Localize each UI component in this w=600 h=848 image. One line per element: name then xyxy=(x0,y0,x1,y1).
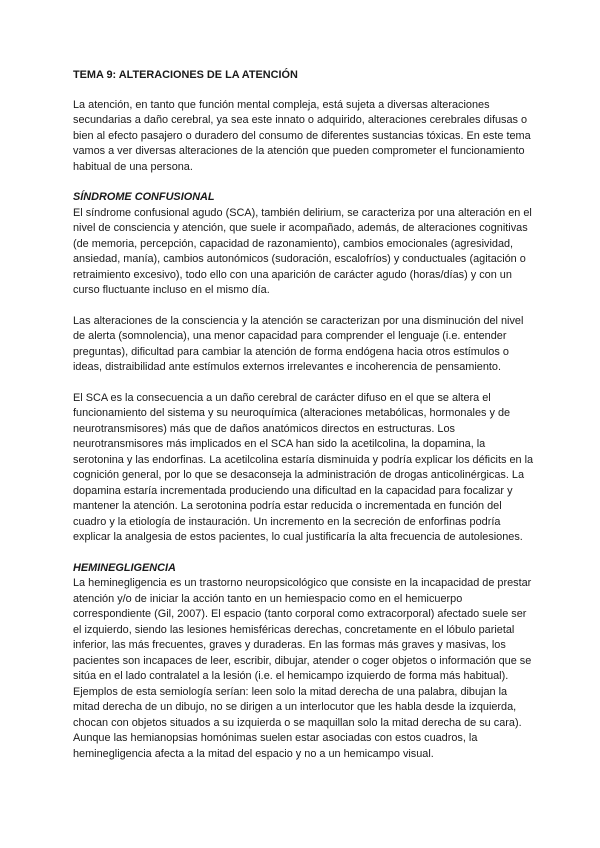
intro-paragraph: La atención, en tanto que función mental compleja, está sujeta a diversas alteraciones secundarias a daño cerebral, ya sea este innato o adquirido, alteraciones cerebrales difusas o bien al efecto pasajero o duradero del consumo de diferentes sustancias tóxicas. En este tema vamos a ver diversas alteraciones de la atención que pueden comprometer el funcionamiento habitual de una persona. xyxy=(73,98,531,173)
section-heading-heminegligencia: HEMINEGLIGENCIA xyxy=(73,561,176,574)
sindrome-paragraph-2: Las alteraciones de la consciencia y la atención se caracterizan por una disminución del nivel de alerta (somnolencia), una menor capacidad para comprender el lenguaje (i.e. entender preguntas), dificultad para cambiar la atención de forma endógena hacia otros estímulos o ideas, distraibilidad ante estímulos externos irrelevantes e incoherencia de pensamiento. xyxy=(73,314,524,373)
section-heading-sindrome-confusional: SÍNDROME CONFUSIONAL xyxy=(73,191,215,203)
sindrome-paragraph-1: El síndrome confusional agudo (SCA), también delirium, se caracteriza por una alteración en el nivel de consciencia y atención, que suele ir acompañado, además, de alteraciones cognitivas (de memoria, percepción, capacidad de razonamiento), cambios emocionales (agresividad, ansiedad, manía), cambios autonómicos (sudoración, escalofríos) y conductuales (agitación o retraimiento excesivo), todo ello con una aparición de carácter agudo (horas/días) y con un curso fluctuante incluso en el mismo día. xyxy=(73,206,532,296)
document-title: TEMA 9: ALTERACIONES DE LA ATENCIÓN xyxy=(73,69,298,81)
sindrome-paragraph-3: El SCA es la consecuencia a un daño cerebral de carácter difuso en el que se altera el funcionamiento del sistema y su neuroquímica (alteraciones metabólicas, hormonales y de neurotransmisores) más que de daños anatómicos directos en estructuras. Los neurotransmisores más implicados en el SCA han sido la acetilcolina, la dopamina, la serotonina y las endorfinas. La acetilcolina estaría disminuida y podría explicar los déficits en la cognición general, por lo que se desaconseja la administración de drogas anticolinérgicas. La dopamina estaría incrementada produciendo una dificultad en la capacidad para focalizar y mantener la atención. La serotonina podría estar reducida o incrementada en función del cuadro y la etiología de instauración. Un incremento en la secreción de enforfinas podría explicar la analgesia de estos pacientes, lo cual justificaría la alta frecuencia de autolesiones. xyxy=(73,391,534,543)
heminegligencia-paragraph-1: La heminegligencia es un trastorno neuropsicológico que consiste en la incapacidad de prestar atención y/o de iniciar la acción tanto en un hemiespacio como en el hemicuerpo correspondiente (Gil, 2007). El espacio (tanto corporal como extracorporal) afectado suele ser el izquierdo, siendo las lesiones hemisféricas derechas, concretamente en el lóbulo parietal inferior, las más frecuentes, graves y duraderas. En las formas más graves y masivas, los pacientes son incapaces de leer, escribir, dibujar, atender o coger objetos o información que se sitúa en el lado contralatel a la lesión (i.e. el hemicampo izquierdo de forma más habitual). Ejemplos de esta semiología serían: leen solo la mitad derecha de una palabra, dibujan la mitad derecha de un dibujo, no se dirigen a un interlocutor que les habla desde la izquierda, chocan con objetos situados a su izquierda o se maquillan solo la mitad derecha de su cara). Aunque las hemianopsias homónimas suelen estar asociadas con estos cuadros, la heminegligencia afecta a la mitad del espacio y no a un hemicampo visual. xyxy=(73,577,532,760)
document-page xyxy=(73,68,535,762)
